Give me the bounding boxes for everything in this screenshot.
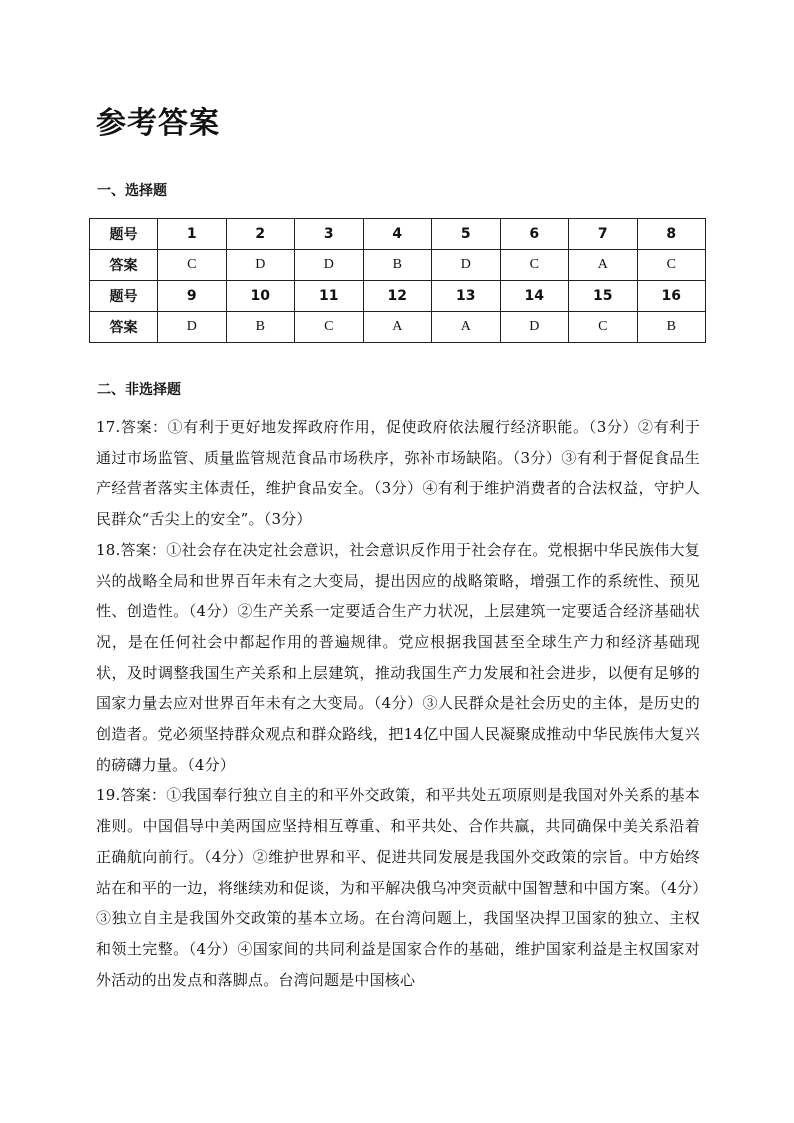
answer-cell: C [637, 250, 706, 281]
question-number-cell: 3 [295, 219, 364, 250]
page-title: 参考答案 [96, 106, 220, 141]
answer-cell: D [432, 250, 501, 281]
answer-cell: D [295, 250, 364, 281]
row-label-question-number: 题号 [90, 219, 158, 250]
answer-cell: D [500, 312, 569, 343]
row-label-answer: 答案 [90, 312, 158, 343]
question-number-cell: 11 [295, 281, 364, 312]
question-number-cell: 4 [363, 219, 432, 250]
answer-cell: C [158, 250, 227, 281]
question-number-cell: 9 [158, 281, 227, 312]
open-answers [96, 412, 700, 995]
question-number-cell: 13 [432, 281, 501, 312]
question-number-cell: 10 [226, 281, 295, 312]
answer-paragraph-17: 17.答案：①有利于更好地发挥政府作用，促使政府依法履行经济职能。（3分）②有利于通过市场监管、质量监管规范食品市场秩序，弥补市场缺陷。（3分）③有利于督促食品生产经营者落实主体责任，维护食品安全。（3分）④有利于维护消费者的合法权益，守护人民群众“舌尖上的安全”。（3分） [96, 418, 700, 529]
table-row [90, 250, 706, 281]
question-number-cell: 6 [500, 219, 569, 250]
question-number-cell: 2 [226, 219, 295, 250]
answer-paragraph-19: 19.答案：①我国奉行独立自主的和平外交政策，和平共处五项原则是我国对外关系的基本准则。中国倡导中美两国应坚持相互尊重、和平共处、合作共赢，共同确保中美关系沿着正确航向前行。（4分）②维护世界和平、促进共同发展是我国外交政策的宗旨。中方始终站在和平的一边，将继续劝和促谈，为和平解决俄乌冲突贡献中国智慧和中国方案。（4分）③独立自主是我国外交政策的基本立场。在台湾问题上，我国坚决捍卫国家的独立、主权和领土完整。（4分）④国家间的共同利益是国家合作的基础，维护国家利益是主权国家对外活动的出发点和落脚点。台湾问题是中国核心 [96, 786, 700, 989]
question-number-cell: 1 [158, 219, 227, 250]
table-row [90, 281, 706, 312]
answer-cell: D [226, 250, 295, 281]
section-heading-non-multiple-choice: 二、非选择题 [97, 382, 181, 398]
multiple-choice-answer-table [89, 218, 706, 343]
question-number-cell: 16 [637, 281, 706, 312]
answer-cell: A [363, 312, 432, 343]
question-number-cell: 8 [637, 219, 706, 250]
answer-cell: A [432, 312, 501, 343]
answer-cell: C [500, 250, 569, 281]
answer-cell: A [569, 250, 638, 281]
answer-paragraph-18: 18.答案：①社会存在决定社会意识，社会意识反作用于社会存在。党根据中华民族伟大复兴的战略全局和世界百年未有之大变局，提出因应的战略策略，增强工作的系统性、预见性、创造性。（4分）②生产关系一定要适合生产力状况，上层建筑一定要适合经济基础状况，是在任何社会中都起作用的普遍规律。党应根据我国甚至全球生产力和经济基础现状，及时调整我国生产关系和上层建筑，推动我国生产力发展和社会进步，以便有足够的国家力量去应对世界百年未有之大变局。（4分）③人民群众是社会历史的主体，是历史的创造者。党必须坚持群众观点和群众路线，把14亿中国人民凝聚成推动中华民族伟大复兴的磅礴力量。（4分） [96, 540, 700, 774]
answer-cell: C [295, 312, 364, 343]
answer-cell: C [569, 312, 638, 343]
answer-cell: B [363, 250, 432, 281]
question-number-cell: 7 [569, 219, 638, 250]
question-number-cell: 12 [363, 281, 432, 312]
question-number-cell: 5 [432, 219, 501, 250]
answer-cell: D [158, 312, 227, 343]
question-number-cell: 14 [500, 281, 569, 312]
table-row [90, 312, 706, 343]
table-row [90, 219, 706, 250]
answer-cell: B [637, 312, 706, 343]
row-label-answer: 答案 [90, 250, 158, 281]
section-heading-multiple-choice: 一、选择题 [97, 183, 167, 199]
row-label-question-number: 题号 [90, 281, 158, 312]
question-number-cell: 15 [569, 281, 638, 312]
answer-cell: B [226, 312, 295, 343]
